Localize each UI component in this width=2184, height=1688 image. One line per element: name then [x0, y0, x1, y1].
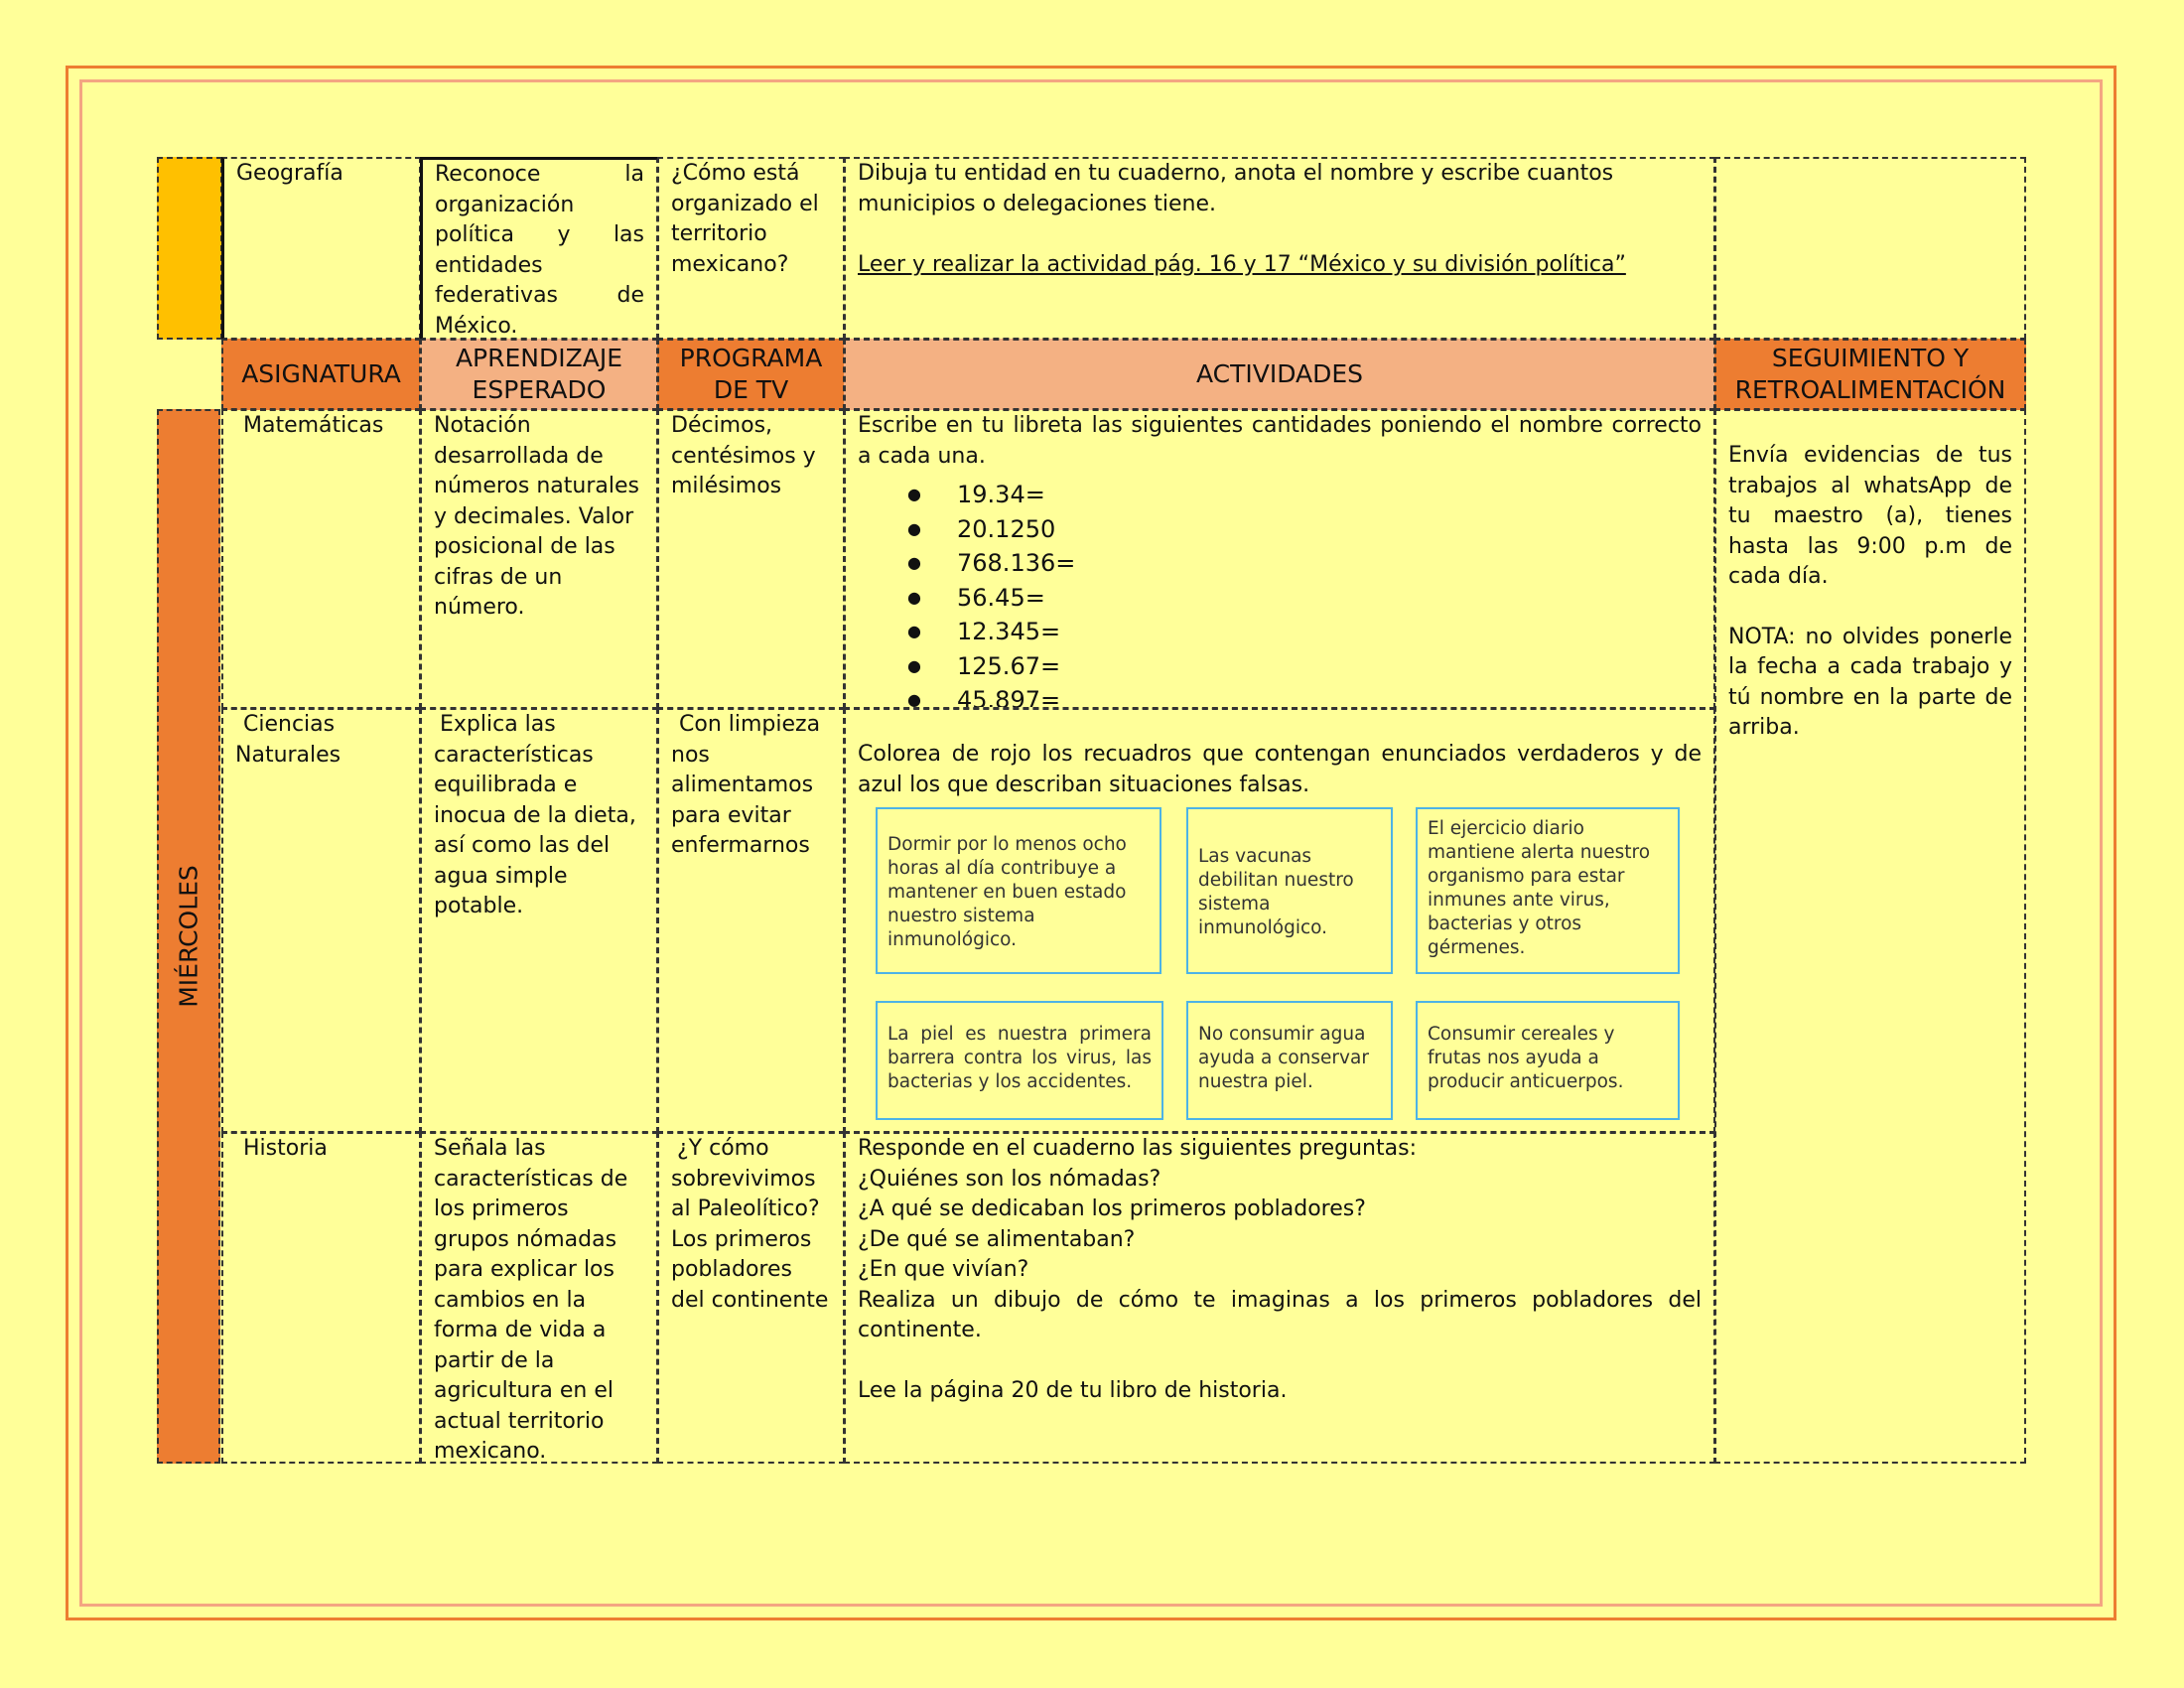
- list-item: ● 12.345=: [858, 615, 1702, 649]
- science-tv-cell: [657, 708, 845, 1133]
- list-item: ● 125.67=: [858, 649, 1702, 684]
- geography-subject: Geografía: [236, 161, 343, 186]
- followup-evidence: Envía evidencias de tus trabajos al whatsApp de tu maestro (a), tienes hasta las 9:00 p.m de cada día.: [1728, 443, 2012, 589]
- history-question: ¿En que vivían?: [858, 1257, 1029, 1282]
- math-learning-cell: [420, 409, 658, 709]
- science-learning: Explica las características equilibrada e inocua de la dieta, así como las del agua simple potable.: [434, 712, 636, 918]
- geography-followup-cell: [1714, 157, 2026, 340]
- day-label: [157, 409, 220, 1464]
- history-learning-cell: [420, 1132, 658, 1464]
- math-learning: Notación desarrollada de números naturales y decimales. Valor posicional de las cifras de un número.: [434, 413, 639, 620]
- followup-cell: [1714, 409, 2026, 1464]
- math-tv-cell: [657, 409, 845, 709]
- geography-tv-program: ¿Cómo está organizado el territorio mexicano?: [671, 161, 819, 277]
- math-tv-program: Décimos, centésimos y milésimos: [671, 413, 816, 498]
- list-item: ● 56.45=: [858, 581, 1702, 616]
- header-tv-program: PROGRAMA DE TV: [657, 339, 845, 410]
- list-item: ● 19.34=: [858, 478, 1702, 512]
- science-instruction: Colorea de rojo los recuadros que contengan enunciados verdaderos y de azul los que describan situaciones falsas.: [858, 742, 1702, 797]
- history-subject: Historia: [243, 1136, 328, 1161]
- statement-text: Las vacunas debilitan nuestro sistema inmunológico.: [1198, 846, 1354, 938]
- followup-note: NOTA: no olvides ponerle la fecha a cada trabajo y tú nombre en la parte de arriba.: [1728, 624, 2012, 740]
- science-subject-cell: [221, 708, 421, 1133]
- statement-text: No consumir agua ayuda a conservar nuestra piel.: [1198, 1024, 1369, 1092]
- history-reading-task: Lee la página 20 de tu libro de historia.: [858, 1377, 1288, 1403]
- list-item: ● 768.136=: [858, 546, 1702, 581]
- geography-learning-cell: [420, 157, 658, 340]
- math-number-list: [858, 478, 1702, 709]
- statement-text: La piel es nuestra primera barrera contra los virus, las bacterias y los accidentes.: [887, 1024, 1152, 1092]
- header-learning: APRENDIZAJE ESPERADO: [420, 339, 658, 410]
- science-subject-line1: Ciencias: [243, 712, 336, 737]
- statement-box-1[interactable]: [876, 807, 1161, 974]
- history-question: ¿De qué se alimentaban?: [858, 1226, 1136, 1252]
- science-learning-cell: [420, 708, 658, 1133]
- header-activities: ACTIVIDADES: [844, 339, 1715, 410]
- history-tv-cell: [657, 1132, 845, 1464]
- statement-text: Dormir por lo menos ocho horas al día contribuye a mantener en buen estado nuestro sistema inmunológico.: [887, 834, 1127, 950]
- history-question: ¿A qué se dedicaban los primeros pobladores?: [858, 1196, 1366, 1221]
- science-tv-program: Con limpieza nos alimentamos para evitar enfermarnos: [671, 712, 821, 858]
- statement-text: Consumir cereales y frutas nos ayuda a producir anticuerpos.: [1428, 1024, 1624, 1092]
- geography-learning: Reconoce la organización política y las entidades federativas de México.: [435, 162, 644, 339]
- history-learning: Señala las características de los primeros grupos nómadas para explicar los cambios en la forma de vida a partir de la agricultura en el actual territorio mexicano.: [434, 1136, 628, 1464]
- history-tv-program: ¿Y cómo sobrevivimos al Paleolítico? Los primeros pobladores del continente: [671, 1136, 829, 1313]
- geography-activity-text: Dibuja tu entidad en tu cuaderno, anota el nombre y escribe cuantos municipios o delegaciones tiene.: [858, 161, 1614, 216]
- geography-tv-cell: [657, 157, 845, 340]
- history-drawing-task: Realiza un dibujo de cómo te imaginas a los primeros pobladores del continente.: [858, 1287, 1702, 1342]
- list-item: ● 20.1250: [858, 512, 1702, 547]
- statement-box-2[interactable]: [1186, 807, 1393, 974]
- history-activity-cell: [844, 1132, 1715, 1464]
- science-subject-line2: Naturales: [235, 742, 341, 768]
- statement-box-3[interactable]: [1416, 807, 1680, 974]
- math-activity-cell: [844, 409, 1715, 709]
- history-line: Responde en el cuaderno las siguientes preguntas:: [858, 1136, 1417, 1161]
- geography-subject-cell: [221, 157, 421, 340]
- statement-box-4[interactable]: [876, 1001, 1163, 1120]
- day-name: MIÉRCOLES: [174, 865, 204, 1008]
- math-instruction: Escribe en tu libreta las siguientes cantidades poniendo el nombre correcto a cada una.: [858, 413, 1702, 469]
- header-followup: SEGUIMIENTO Y RETROALIMENTACIÓN: [1714, 339, 2026, 410]
- previous-day-marker: [157, 157, 222, 340]
- geography-activity-cell: [844, 157, 1715, 340]
- math-subject-cell: [221, 409, 421, 709]
- history-subject-cell: [221, 1132, 421, 1464]
- statement-box-5[interactable]: [1186, 1001, 1393, 1120]
- header-subject: ASIGNATURA: [221, 339, 421, 410]
- statement-box-6[interactable]: [1416, 1001, 1680, 1120]
- math-subject: Matemáticas: [243, 413, 384, 438]
- history-question: ¿Quiénes son los nómadas?: [858, 1166, 1161, 1192]
- geography-reading-link: Leer y realizar la actividad pág. 16 y 17 “México y su división política”: [858, 252, 1626, 277]
- list-item: ● 45.897=: [858, 683, 1702, 709]
- statement-text: El ejercicio diario mantiene alerta nuestro organismo para estar inmunes ante virus, bacterias y otros gérmenes.: [1428, 818, 1651, 958]
